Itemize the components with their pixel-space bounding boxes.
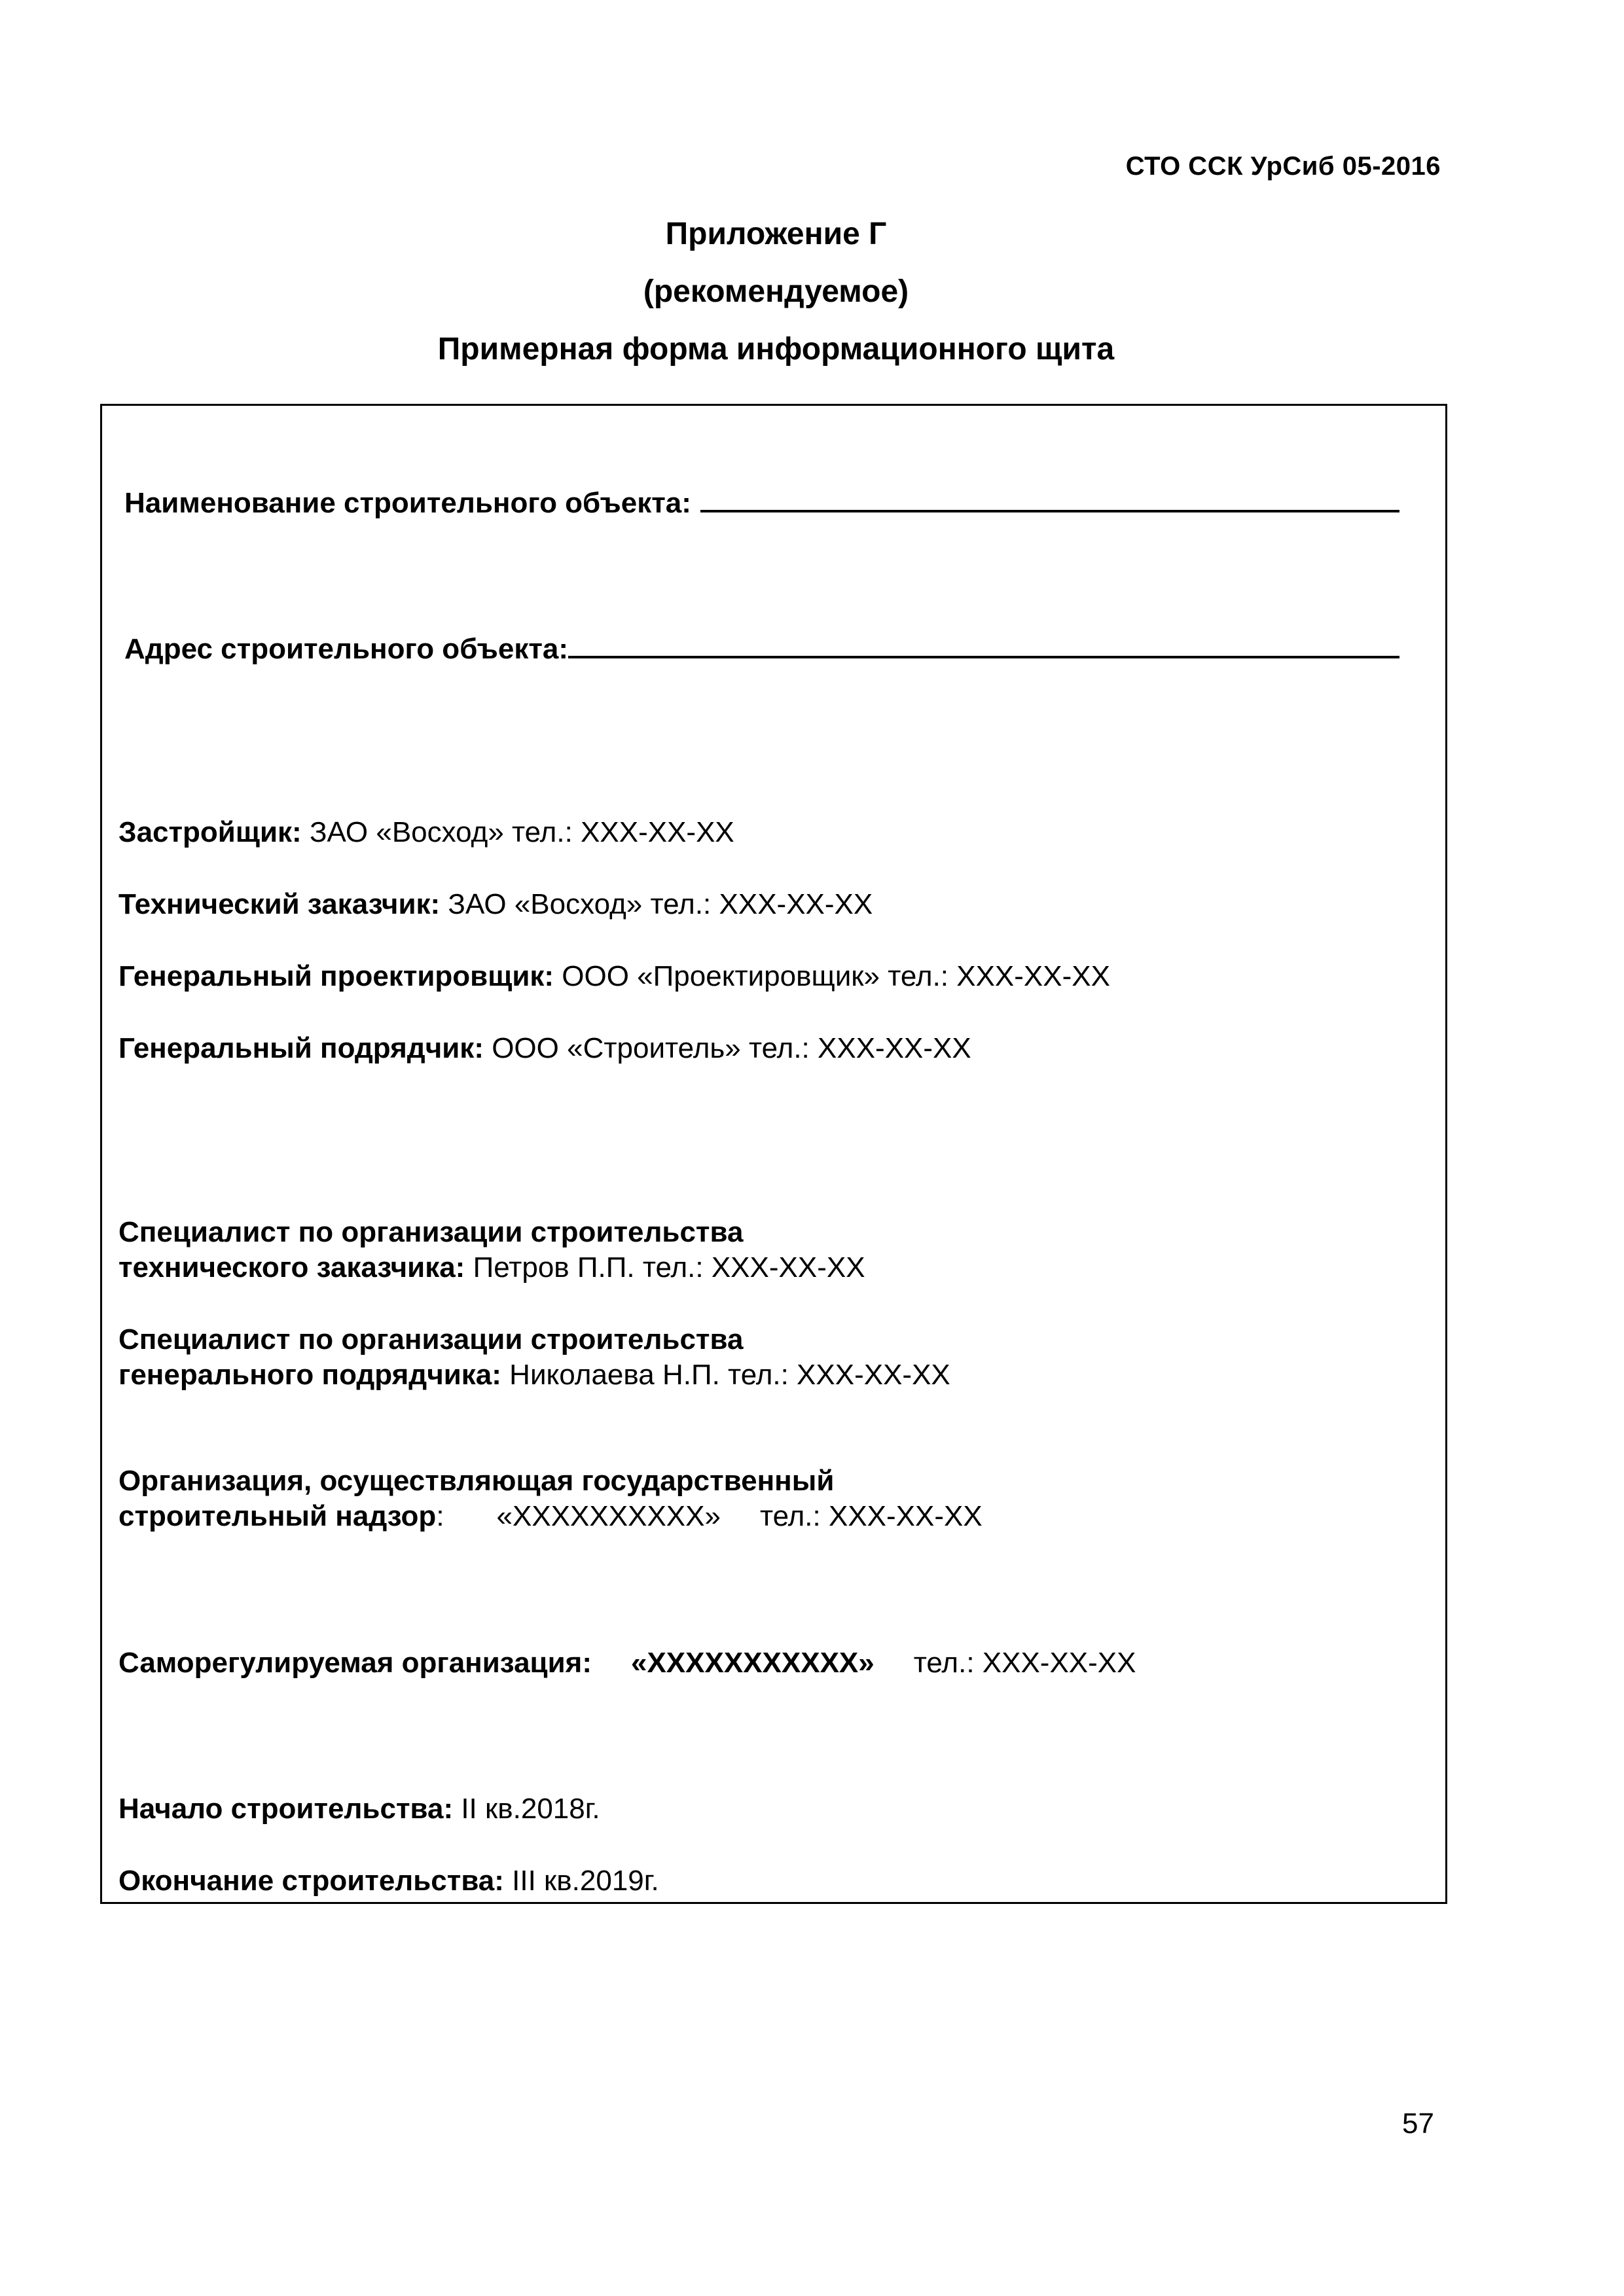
state-supervision-label-line2: строительный надзор [118,1500,437,1532]
general-contractor-value: ООО «Строитель» тел.: ХХХ-ХХ-ХХ [483,1032,971,1064]
technical-customer-label: Технический заказчик: [118,888,441,920]
appendix-title: Приложение Г [665,217,887,251]
sro-phone: тел.: ХХХ-ХХ-ХХ [913,1647,1136,1679]
sro-org: «ХХХХХХХХХХХ» [630,1647,875,1679]
construction-start-row [118,1791,600,1827]
customer-specialist-label-line2: технического заказчика: [118,1251,465,1283]
construction-start-label: Начало строительства: [118,1793,454,1825]
state-supervision-row [118,1499,983,1534]
general-designer-row [118,959,1110,994]
state-supervision-label-line1: Организация, осуществляющая государственный [118,1465,835,1497]
information-board-form [100,404,1447,1904]
sro-label: Саморегулируемая организация: [118,1647,592,1679]
customer-specialist-label-line1: Специалист по организации строительства [118,1216,744,1248]
contractor-specialist-value: Николаева Н.П. тел.: ХХХ-ХХ-ХХ [501,1359,950,1391]
technical-customer-value: ЗАО «Восход» тел.: ХХХ-ХХ-ХХ [440,888,873,920]
appendix-subtitle: (рекомендуемое) [643,274,909,309]
customer-specialist-title [118,1215,743,1250]
appendix-heading: Примерная форма информационного щита [437,332,1115,367]
object-name-field [124,484,1399,521]
document-code: СТО ССК УрСиб 05-2016 [1125,152,1441,181]
state-supervision-phone: тел.: ХХХ-ХХ-ХХ [759,1500,983,1532]
object-address-blank-line [568,630,1399,658]
construction-end-label: Окончание строительства: [118,1865,504,1897]
developer-label: Застройщик: [118,816,302,848]
contractor-specialist-title [118,1322,743,1357]
construction-end-value: III кв.2019г. [503,1865,659,1897]
construction-start-value: II кв.2018г. [453,1793,600,1825]
contractor-specialist-label-line2: генерального подрядчика: [118,1359,501,1391]
technical-customer-row [118,887,873,922]
construction-end-row [118,1863,659,1899]
customer-specialist-row [118,1250,865,1285]
general-contractor-row [118,1031,971,1066]
sro-row [118,1645,1136,1681]
general-designer-value: ООО «Проектировщик» тел.: ХХХ-ХХ-ХХ [554,960,1110,992]
state-supervision-title [118,1463,834,1499]
general-designer-label: Генеральный проектировщик: [118,960,554,992]
state-supervision-colon: : [436,1500,444,1532]
page-number: 57 [1402,2108,1434,2140]
contractor-specialist-row [118,1357,950,1393]
contractor-specialist-label-line1: Специалист по организации строительства [118,1323,744,1355]
object-address-field [124,630,1399,667]
general-contractor-label: Генеральный подрядчик: [118,1032,484,1064]
object-address-label: Адрес строительного объекта: [124,633,569,665]
developer-row [118,815,734,850]
state-supervision-org: «ХХХХХХХХХХ» [496,1500,721,1532]
object-name-blank-line [700,484,1399,512]
developer-value: ЗАО «Восход» тел.: ХХХ-ХХ-ХХ [301,816,734,848]
object-name-label: Наименование строительного объекта: [124,487,691,519]
customer-specialist-value: Петров П.П. тел.: ХХХ-ХХ-ХХ [465,1251,865,1283]
